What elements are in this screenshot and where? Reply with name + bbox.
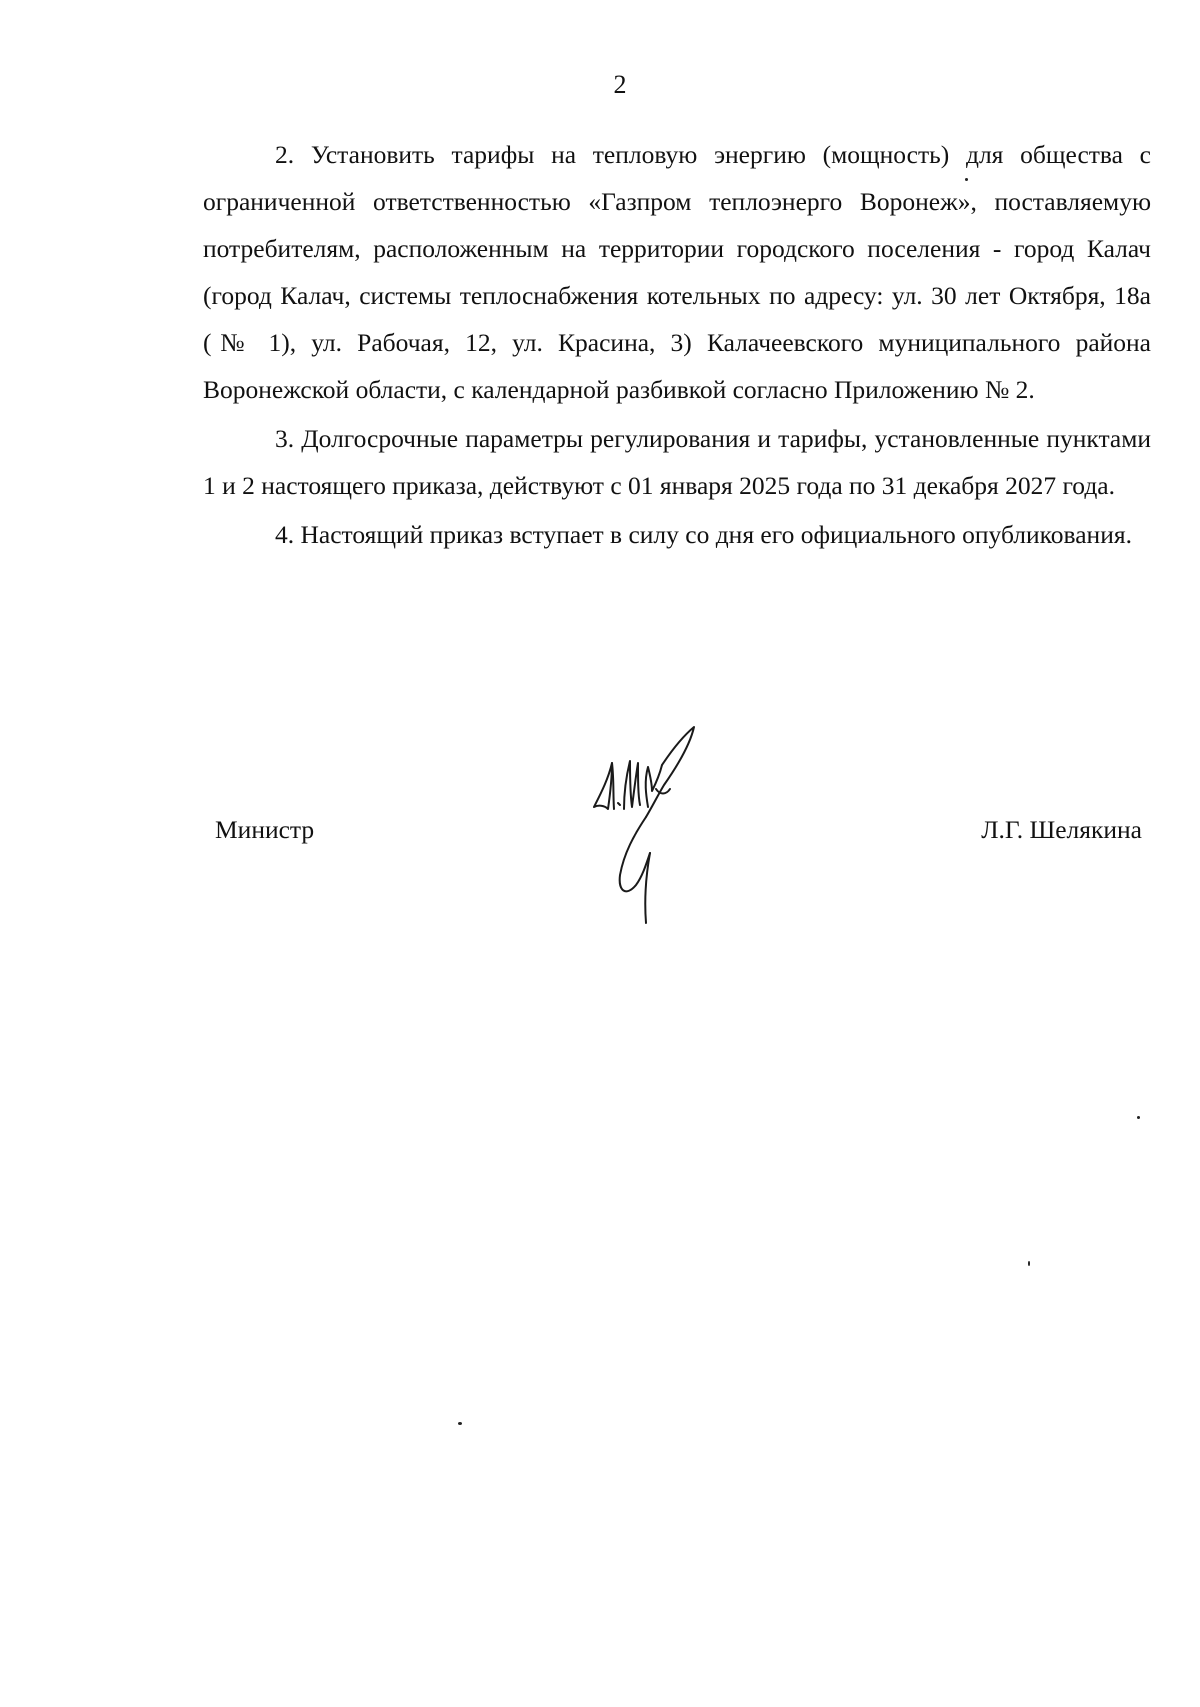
scan-speck (965, 178, 968, 181)
scan-speck (1028, 1261, 1030, 1266)
signatory-name: Л.Г. Шелякина (981, 815, 1142, 844)
document-body (203, 131, 1151, 560)
page-number: 2 (613, 70, 627, 99)
paragraph-3: 3. Долгосрочные параметры регулирования и тарифы, установленные пунктами 1 и 2 настоящего приказа, действуют с 01 января 2025 года по 31 декабря 2027 года. (203, 424, 1151, 500)
paragraph-4: 4. Настоящий приказ вступает в силу со дня его официального опубликования. (275, 520, 1132, 549)
scan-speck (1137, 1116, 1140, 1119)
handwritten-signature (590, 725, 740, 925)
signatory-title: Министр (215, 815, 315, 844)
scan-speck (458, 1422, 462, 1425)
paragraph-2: 2. Установить тарифы на тепловую энергию (мощность) для общества с ограниченной ответственностью «Газпром теплоэнерго Воронеж», поставляемую потребителям, расположенным на территории городского поселения - город Калач (город Калач, системы теплоснабжения котельных по адресу: ул. 30 лет Октября, 18а (№ 1), ул. Рабочая, 12, ул. Красина, 3) Калачеевского муниципального района Воронежской области, с календарной разбивкой согласно Приложению № 2. (203, 140, 1151, 404)
